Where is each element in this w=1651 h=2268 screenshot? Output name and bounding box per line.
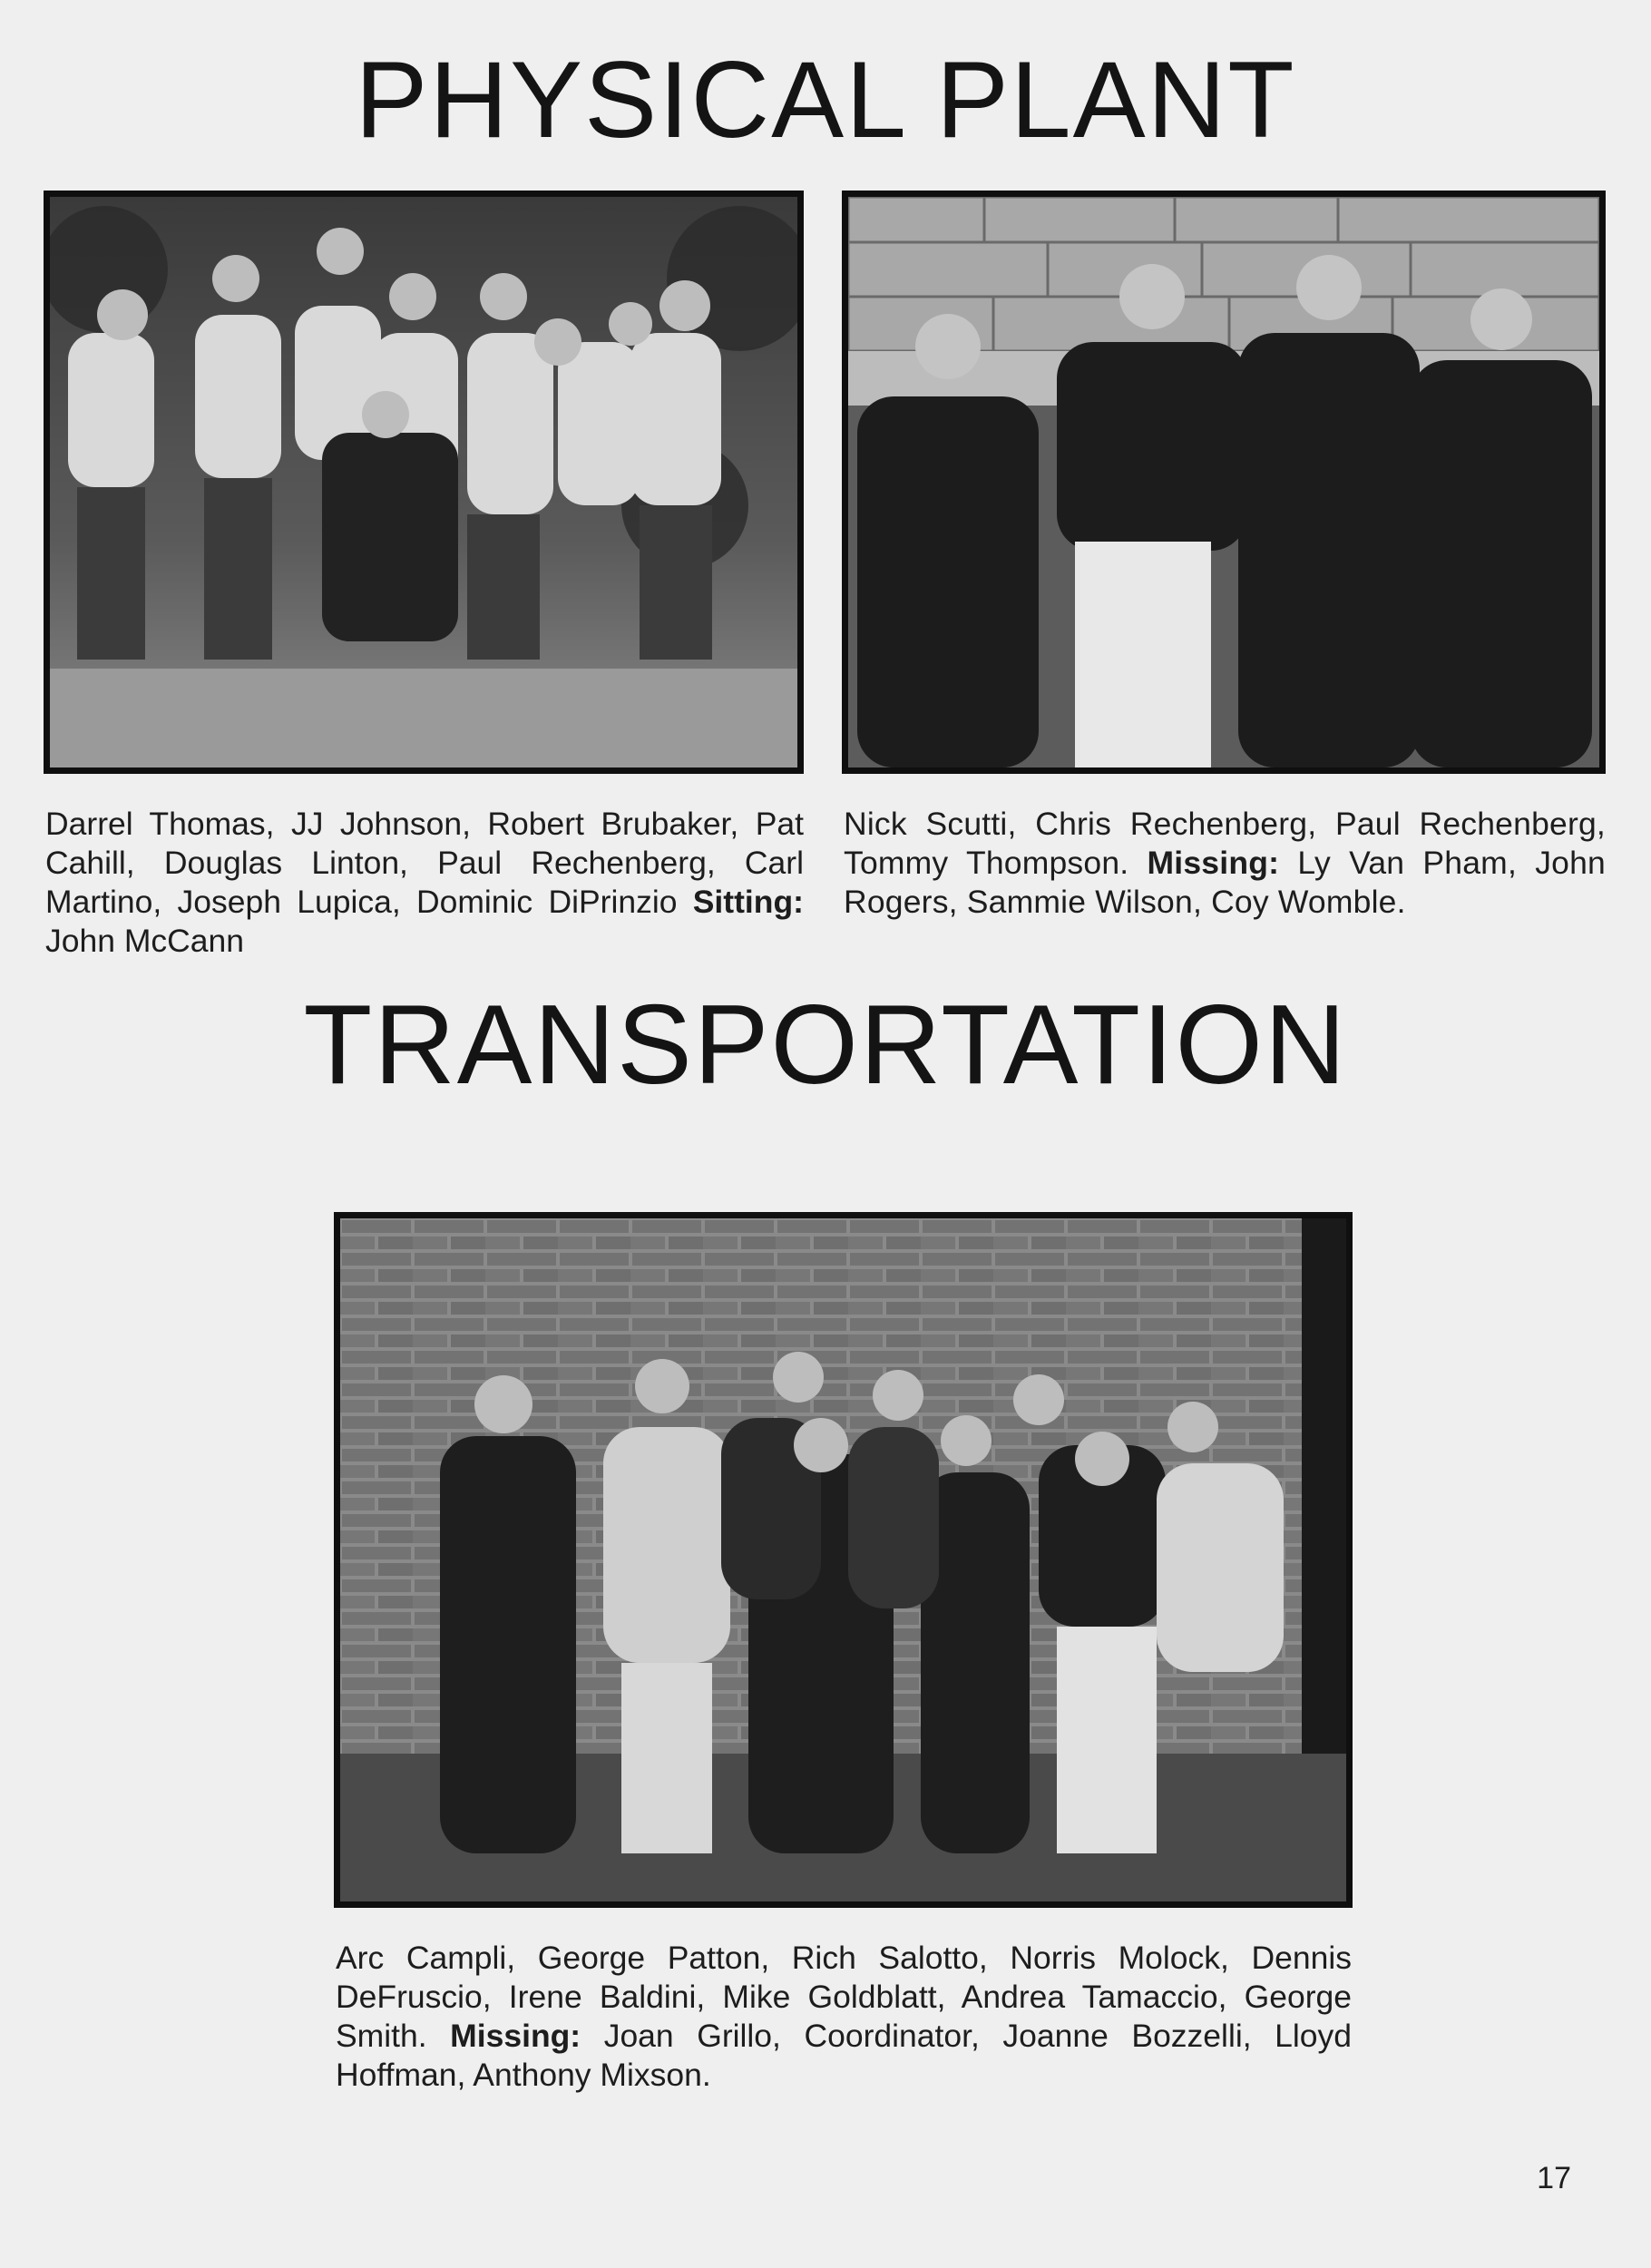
- physical-plant-second-photo: [842, 191, 1606, 774]
- physical-plant-photo1-caption: [45, 805, 804, 961]
- sitting-names: John McCann: [45, 923, 245, 959]
- caption-names: Nick Scutti, Chris Rechenberg, Paul Rechenberg, Tommy Thompson.: [844, 806, 1606, 881]
- missing-label: Missing:: [450, 2018, 581, 2054]
- caption-names: Darrel Thomas, JJ Johnson, Robert Brubaker, Pat Cahill, Douglas Linton, Paul Rechenberg, Carl Martino, Joseph Lupica, Dominic DiPrinzio: [45, 806, 804, 920]
- sitting-label: Sitting:: [692, 884, 804, 920]
- physical-plant-group-photo: [44, 191, 804, 774]
- transportation-photo-caption: [336, 1939, 1352, 2095]
- missing-label: Missing:: [1147, 845, 1280, 881]
- page-number: 17: [1537, 2161, 1571, 2195]
- missing-names: Joan Grillo, Coordinator, Joanne Bozzelli, Lloyd Hoffman, Anthony Mixson.: [336, 2018, 1352, 2093]
- transportation-heading: TRANSPORTATION: [303, 982, 1348, 1108]
- physical-plant-heading: PHYSICAL PLANT: [355, 39, 1296, 161]
- physical-plant-photo2-caption: [844, 805, 1606, 922]
- missing-names: Ly Van Pham, John Rogers, Sammie Wilson, Coy Womble.: [844, 845, 1606, 920]
- caption-names: Arc Campli, George Patton, Rich Salotto, Norris Molock, Dennis DeFruscio, Irene Baldini, Mike Goldblatt, Andrea Tamaccio, George Smith.: [336, 1940, 1352, 2054]
- transportation-group-photo: [334, 1212, 1353, 1908]
